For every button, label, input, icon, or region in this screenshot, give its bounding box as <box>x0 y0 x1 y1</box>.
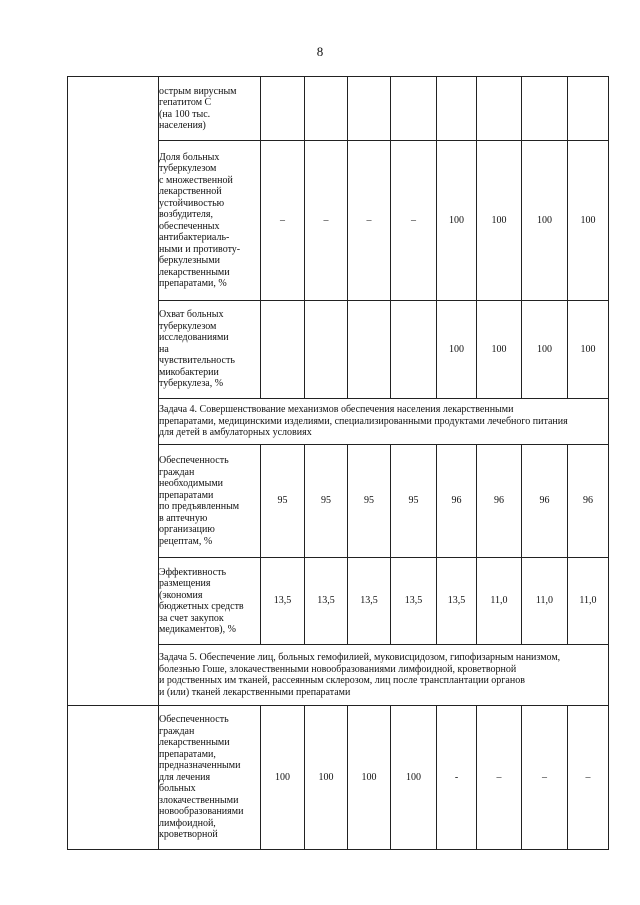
value-cell: – <box>348 141 391 301</box>
value-cell: – <box>391 141 437 301</box>
value-cell: 100 <box>261 706 305 850</box>
value-cell: 100 <box>522 301 568 399</box>
value-cell: 100 <box>437 141 477 301</box>
value-cell: - <box>437 706 477 850</box>
indicator-label: Обеспеченность граждан необходимыми препаратами по предъявленным в аптечную организацию рецептам, % <box>159 445 261 558</box>
task-4-heading: Задача 4. Совершенствование механизмов обеспечения населения лекарственными препаратами, медицинскими изделиями, специализированными продуктами лечебного питания для детей в амбулаторных условиях <box>159 399 609 445</box>
value-cell: 11,0 <box>522 558 568 645</box>
value-cell <box>261 301 305 399</box>
indicator-label: Обеспеченность граждан лекарственными препаратами, предназначенными для лечения больных злокачественными новообразованиями лимфоидной, кроветворной <box>159 706 261 850</box>
value-cell: 95 <box>348 445 391 558</box>
value-cell: 100 <box>305 706 348 850</box>
value-cell: 13,5 <box>437 558 477 645</box>
value-cell: – <box>261 141 305 301</box>
value-cell: 96 <box>522 445 568 558</box>
value-cell <box>391 301 437 399</box>
value-cell: 96 <box>437 445 477 558</box>
value-cell <box>261 77 305 141</box>
value-cell <box>477 77 522 141</box>
value-cell: 100 <box>477 141 522 301</box>
value-cell: 100 <box>568 301 609 399</box>
value-cell <box>568 77 609 141</box>
value-cell: 96 <box>477 445 522 558</box>
empty-left-cell <box>68 77 159 706</box>
value-cell: 95 <box>305 445 348 558</box>
value-cell: – <box>522 706 568 850</box>
value-cell: 100 <box>568 141 609 301</box>
value-cell: 100 <box>391 706 437 850</box>
value-cell: 100 <box>477 301 522 399</box>
empty-left-cell <box>68 706 159 850</box>
value-cell <box>522 77 568 141</box>
value-cell <box>305 77 348 141</box>
value-cell: 100 <box>348 706 391 850</box>
value-cell <box>348 301 391 399</box>
value-cell <box>437 77 477 141</box>
value-cell: – <box>305 141 348 301</box>
value-cell: 11,0 <box>568 558 609 645</box>
value-cell: 96 <box>568 445 609 558</box>
value-cell: 13,5 <box>261 558 305 645</box>
value-cell: – <box>568 706 609 850</box>
table-row <box>68 706 609 850</box>
value-cell: 100 <box>522 141 568 301</box>
table-row <box>68 77 609 141</box>
value-cell <box>305 301 348 399</box>
task-5-heading: Задача 5. Обеспечение лиц, больных гемофилией, муковисцидозом, гипофизарным нанизмом, болезнью Гоше, злокачественными новообразованиями лимфоидной, кроветворной и родственных им тканей, рассеянным склерозом, лиц после трансплантации органов и (или) тканей лекарственными препаратами <box>159 645 609 706</box>
value-cell: 13,5 <box>305 558 348 645</box>
value-cell: 11,0 <box>477 558 522 645</box>
indicator-label: Доля больных туберкулезом с множественной лекарственной устойчивостью возбудителя, обеспеченных антибактериаль- ными и противоту- беркулезными лекарственными препаратами, % <box>159 141 261 301</box>
value-cell: – <box>477 706 522 850</box>
value-cell: 13,5 <box>391 558 437 645</box>
indicator-label: Эффективность размещения (экономия бюджетных средств за счет закупок медикаментов), % <box>159 558 261 645</box>
page-number: 8 <box>316 44 324 59</box>
value-cell: 13,5 <box>348 558 391 645</box>
value-cell: 100 <box>437 301 477 399</box>
value-cell: 95 <box>391 445 437 558</box>
value-cell: 95 <box>261 445 305 558</box>
indicator-label: острым вирусным гепатитом С (на 100 тыс. населения) <box>159 77 261 141</box>
value-cell <box>391 77 437 141</box>
value-cell <box>348 77 391 141</box>
indicators-table <box>67 76 609 850</box>
indicator-label: Охват больных туберкулезом исследованиями на чувствительность микобактерии туберкулеза, % <box>159 301 261 399</box>
